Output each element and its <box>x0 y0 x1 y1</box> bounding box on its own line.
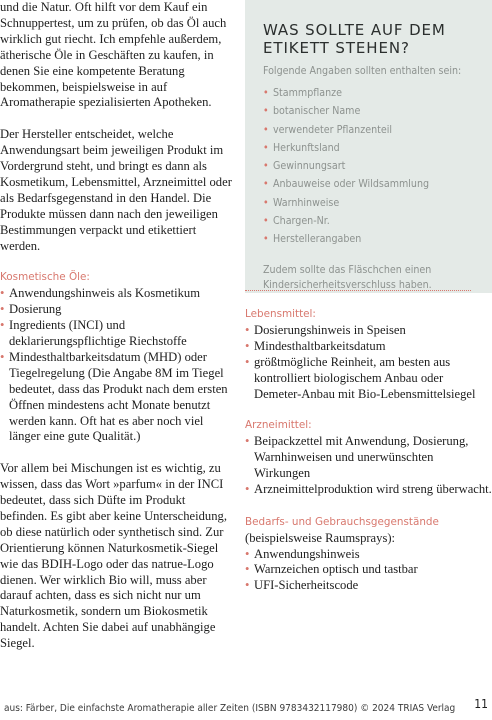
list-kosmetik <box>0 286 232 445</box>
list-bedarf <box>245 547 492 595</box>
list-item: • Warnhinweise <box>263 194 474 212</box>
info-box-etikett <box>245 0 492 293</box>
list-item: • botanischer Name <box>263 102 474 120</box>
right-column <box>245 307 492 594</box>
paragraph-mischungen: Vor allem bei Mischungen ist es wichtig, zu wissen, dass das Wort »parfum« in der INCI bedeutet, dass sich Düfte im Produkt befinden. Es gibt aber keine Unterscheidung, ob diese natürlich oder synthetisch sind. Zur Orientierung können Naturkosmetik-Siegel wie das BDIH-Logo oder das natrue-Logo dienen. Wer wirklich Bio will, muss aber darauf achten, dass es sich nicht nur um Naturkosmetik, sondern um Biokosmetik handelt. Achten Sie dabei auf unabhängige Siegel. <box>0 461 227 651</box>
info-box-list <box>263 84 474 249</box>
list-item: • Anbauweise oder Wildsammlung <box>263 175 474 193</box>
list-item: • Arzneimittelproduktion wird streng überwacht. <box>245 482 492 498</box>
section-label-arznei: Arzneimittel: <box>245 419 312 432</box>
info-box-intro: Folgende Angaben sollten enthalten sein: <box>263 65 462 77</box>
bedarf-heading <box>245 514 492 547</box>
list-item: • Anwendungshinweis als Kosmetikum <box>0 286 232 302</box>
list-arznei <box>245 434 492 498</box>
list-item: • Mindesthaltbarkeitsdatum <box>245 339 492 355</box>
dotted-divider <box>245 290 471 291</box>
list-item: • Mindesthaltbarkeitsdatum (MHD) oder Tiegelregelung (Die Angabe 8M im Tiegel bedeutet, dass das Produkt nach dem ersten Öffnen mindestens acht Monate benutzt werden kann. Oft hat es aber noch viel länger eine gute Qualität.) <box>0 350 232 445</box>
section-label-bedarf: Bedarfs- und Gebrauchsgegenstände <box>245 515 439 528</box>
list-item: • Dosierungshinweis in Speisen <box>245 323 492 339</box>
list-item: • Warnzeichen optisch und tastbar <box>245 562 492 578</box>
list-item: • Dosierung <box>0 302 232 318</box>
list-item: • größtmögliche Reinheit, am besten aus kontrolliert biologischem Anbau oder Demeter-Anbau mit Bio-Lebensmittelsiegel <box>245 355 492 403</box>
section-label-lebensmittel: Lebensmittel: <box>245 308 316 320</box>
list-item: • UFI-Sicherheitscode <box>245 578 492 594</box>
list-lebensmittel <box>245 323 492 403</box>
left-column <box>0 0 232 668</box>
source-credit: aus: Färber, Die einfachste Aromatherapie aller Zeiten (ISBN 9783432117980) © 2024 TRIAS Verlag <box>4 703 456 714</box>
list-item: • Herkunftsland <box>263 139 474 157</box>
list-item: • Chargen-Nr. <box>263 212 474 230</box>
list-item: • Herstellerangaben <box>263 230 474 248</box>
bedarf-suffix: (beispielsweise Raumsprays): <box>245 530 396 545</box>
list-item: • Ingredients (INCI) und deklarierungspflichtige Riechstoffe <box>0 318 232 350</box>
info-box-title: WAS SOLLTE AUF DEM ETIKETT STEHEN? <box>263 21 446 57</box>
list-item: • Anwendungshinweis <box>245 547 492 563</box>
list-item: • verwendeter Pflanzenteil <box>263 121 474 139</box>
list-item: • Beipackzettel mit Anwendung, Dosierung, Warnhinweisen und unerwünschten Wirkungen <box>245 434 492 482</box>
section-label-kosmetik: Kosmetische Öle: <box>0 271 90 284</box>
info-box-outro: Zudem sollte das Fläschchen einen Kindersicherheitsverschluss haben. <box>263 263 432 292</box>
paragraph-intro: und die Natur. Oft hilft vor dem Kauf ein Schnuppertest, um zu prüfen, ob das Öl auch wirklich gut riecht. Ich empfehle außerdem, ätherische Öle in Geschäften zu kaufen, in denen Sie eine kompetente Beratung bekommen, beispielsweise in auf Aromatherapie spezialisierten Apotheken. <box>0 0 227 110</box>
list-item: • Stammpflanze <box>263 84 474 102</box>
page-number: 11 <box>474 697 488 711</box>
paragraph-hersteller: Der Hersteller entscheidet, welche Anwendungsart beim jeweiligen Produkt im Vordergrund steht, und bringt es dann als Kosmetikum, Lebensmittel, Arzneimittel oder als Bedarfsgegenstand in den Handel. Die Produkte müssen dann nach den jeweiligen Bestimmungen verpackt und etikettiert werden. <box>0 127 232 253</box>
list-item: • Gewinnungsart <box>263 157 474 175</box>
